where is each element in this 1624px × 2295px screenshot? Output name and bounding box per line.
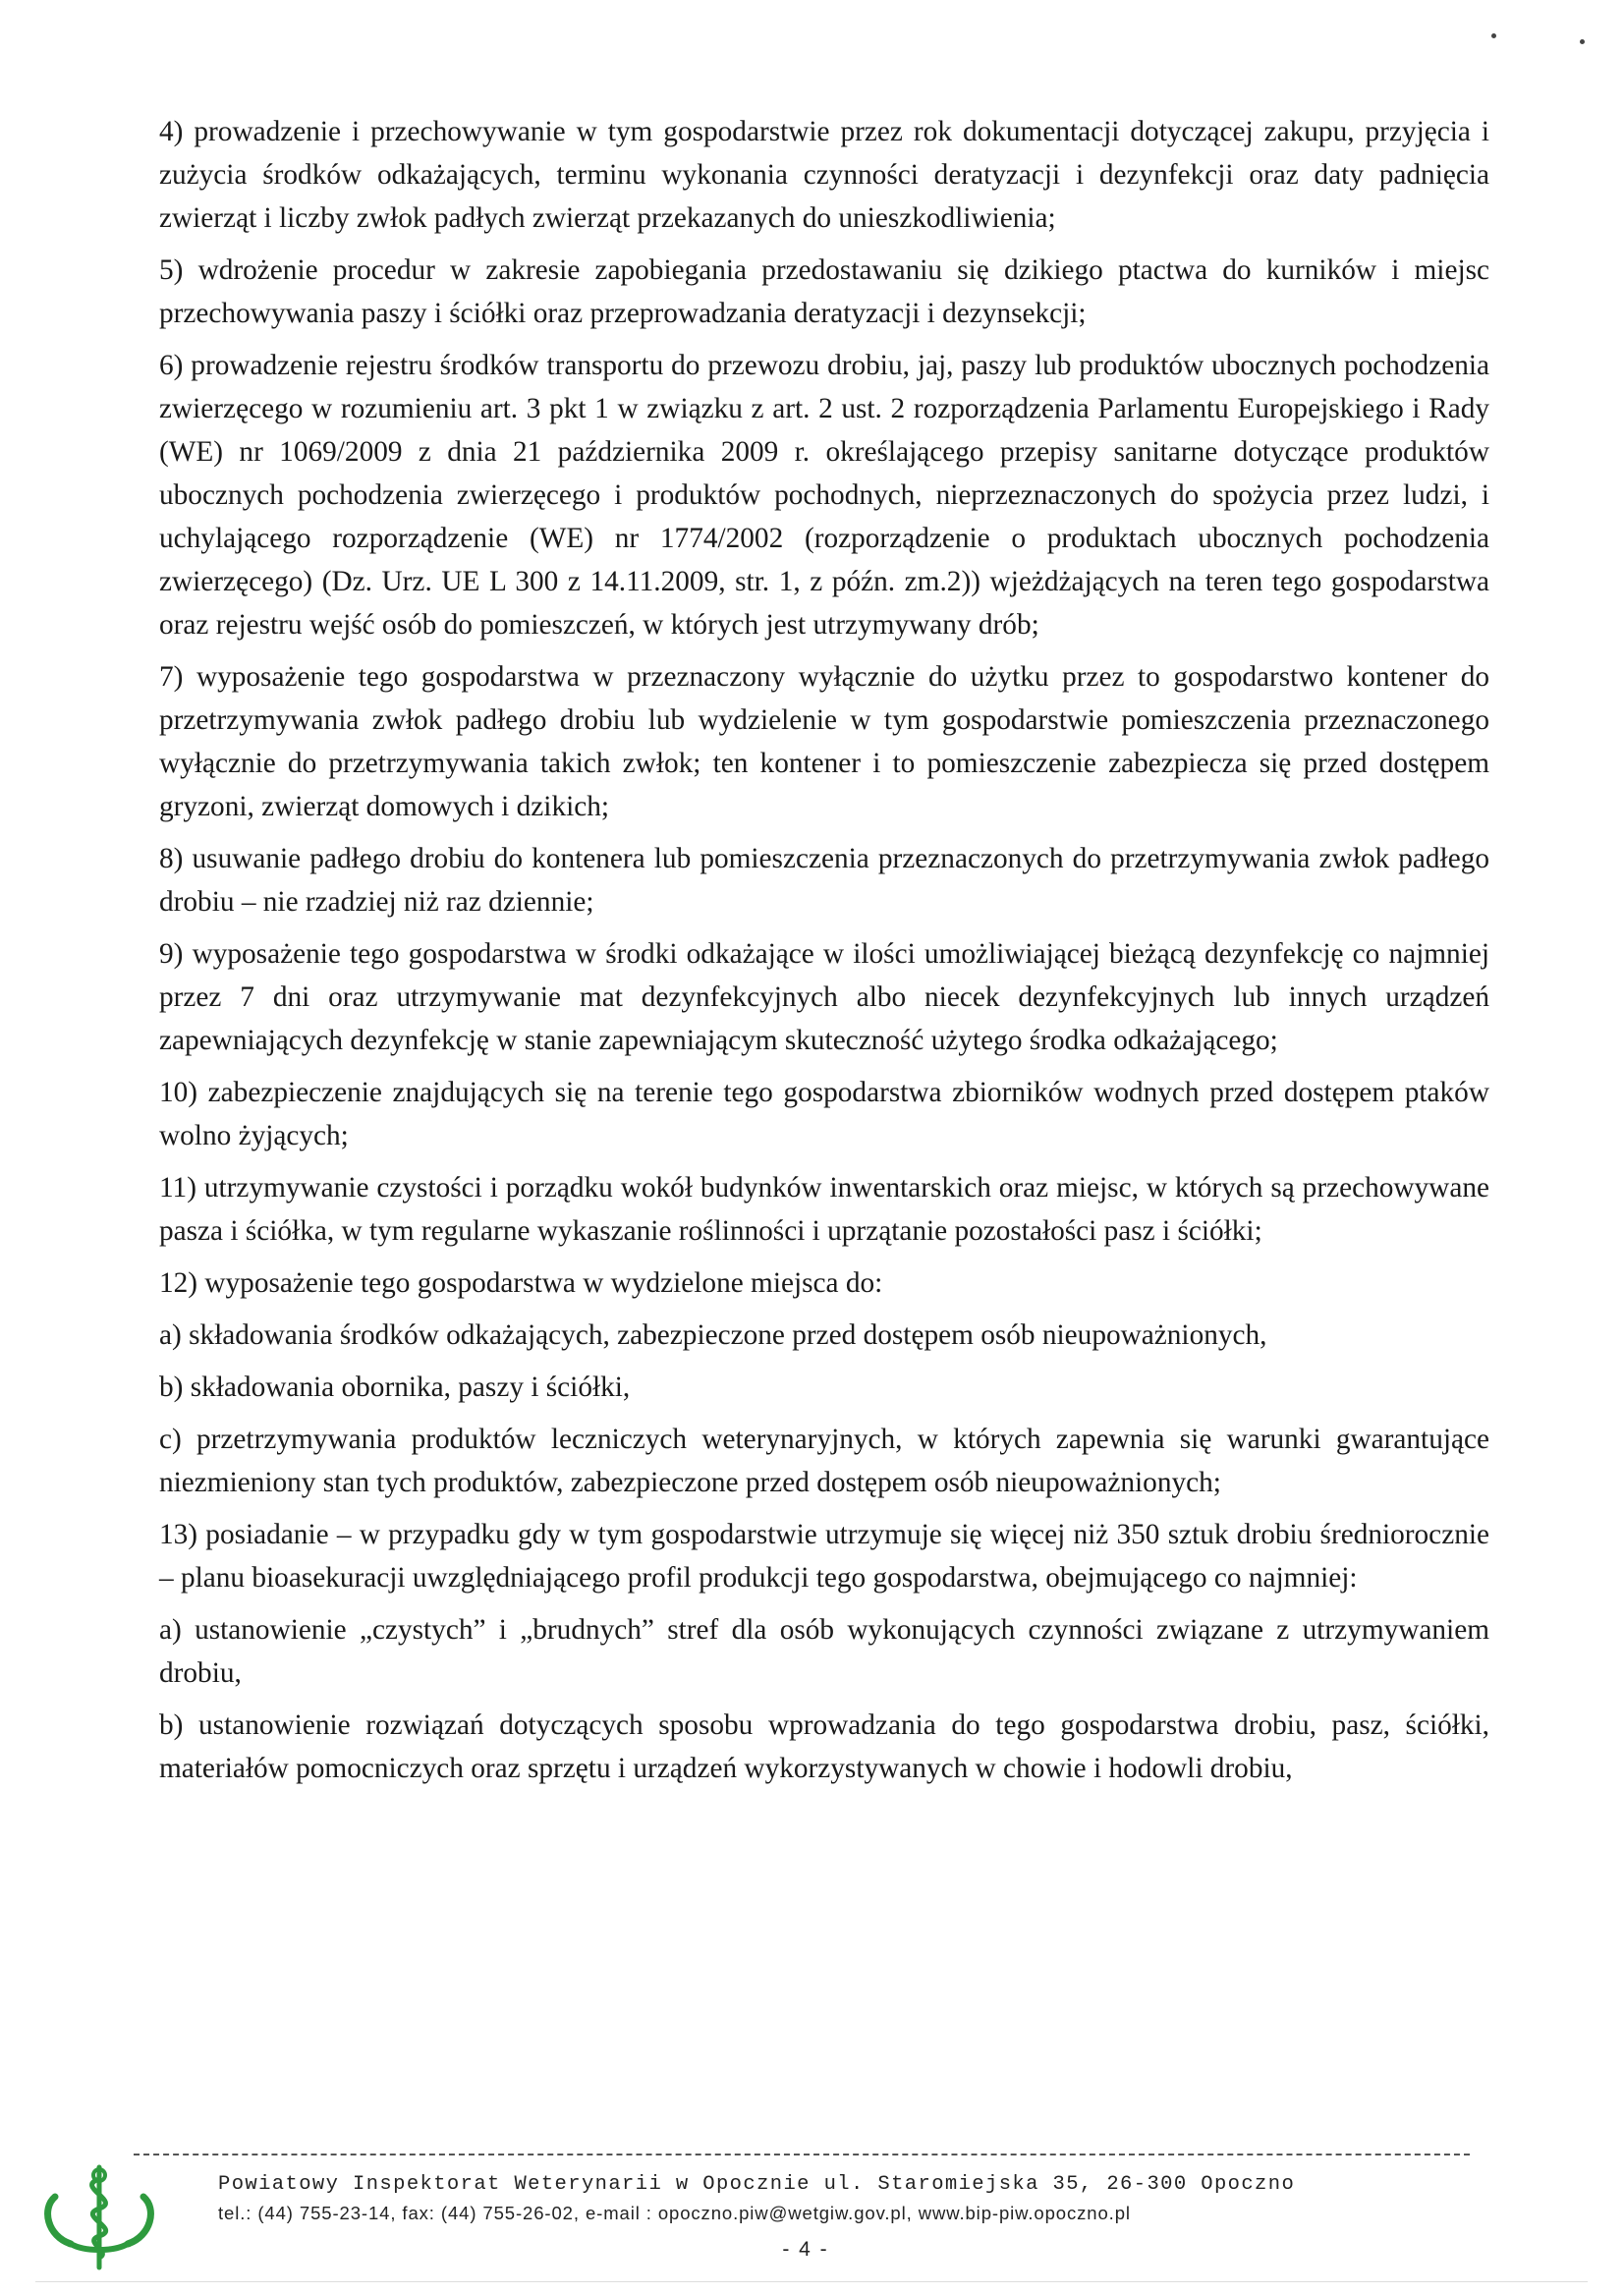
paragraph-9: 9) wyposażenie tego gospodarstwa w środki odkażające w ilości umożliwiającej bieżącą dezynfekcję co najmniej przez 7 dni oraz utrzymywanie mat dezynfekcyjnych albo niecek dezynfekcyjnych lub innych urządzeń zapewniających dezynfekcję w stanie zapewniającym skuteczność użytego środka odkażającego;	[159, 938, 1489, 1056]
paragraph-13: 13) posiadanie – w przypadku gdy w tym gospodarstwie utrzymuje się więcej niż 350 sztuk drobiu średniorocznie – planu bioasekuracji uwzględniającego profil produkcji tego gospodarstwa, obejmującego co najmniej:	[159, 1519, 1489, 1594]
footer-address: Powiatowy Inspektorat Weterynarii w Opocznie ul. Staromiejska 35, 26-300 Opoczno	[218, 2173, 1296, 2196]
paragraph-12c: c) przetrzymywania produktów leczniczych weterynaryjnych, w których zapewnia się warunki gwarantujące niezmieniony stan tych produktów, zabezpieczone przed dostępem osób nieupoważnionych;	[159, 1424, 1489, 1498]
paragraph-8: 8) usuwanie padłego drobiu do kontenera lub pomieszczenia przeznaczonych do przetrzymywania zwłok padłego drobiu – nie rzadziej niż raz dziennie;	[159, 843, 1489, 918]
page-number: - 4 -	[782, 2238, 829, 2261]
bottom-edge-line	[35, 2281, 1588, 2282]
paragraph-12: 12) wyposażenie tego gospodarstwa w wydzielone miejsca do:	[159, 1267, 883, 1299]
paragraph-13b: b) ustanowienie rozwiązań dotyczących sposobu wprowadzania do tego gospodarstwa drobiu, pasz, ściółki, materiałów pomocniczych oraz sprzętu i urządzeń wykorzystywanych w chowie i hodowli drobiu,	[159, 1709, 1489, 1784]
document-body	[159, 110, 1489, 1799]
paragraph-7: 7) wyposażenie tego gospodarstwa w przeznaczony wyłącznie do użytku przez to gospodarstwo kontener do przetrzymywania zwłok padłego drobiu lub wydzielenie w tym gospodarstwie pomieszczenia przeznaczonego wyłącznie do przetrzymywania takich zwłok; ten kontener i to pomieszczenie zabezpiecza się przed dostępem gryzoni, zwierząt domowych i dzikich;	[159, 661, 1489, 822]
footer-divider	[134, 2154, 1470, 2155]
paragraph-10: 10) zabezpieczenie znajdujących się na terenie tego gospodarstwa zbiorników wodnych przed dostępem ptaków wolno żyjących;	[159, 1077, 1489, 1151]
paragraph-4: 4) prowadzenie i przechowywanie w tym gospodarstwie przez rok dokumentacji dotyczącej zakupu, przyjęcia i zużycia środków odkażających, terminu wykonania czynności deratyzacji i dezynfekcji oraz daty padnięcia zwierząt i liczby zwłok padłych zwierząt przekazanych do unieszkodliwienia;	[159, 116, 1489, 234]
scan-speck	[1491, 33, 1496, 38]
footer-contact: tel.: (44) 755-23-14, fax: (44) 755-26-02, e-mail : opoczno.piw@wetgiw.gov.pl, www.bip-piw.opoczno.pl	[218, 2203, 1131, 2223]
paragraph-12b: b) składowania obornika, paszy i ściółki,	[159, 1371, 631, 1403]
paragraph-13a: a) ustanowienie „czystych” i „brudnych” stref dla osób wykonujących czynności związane z utrzymywaniem drobiu,	[159, 1614, 1489, 1689]
scan-speck	[1580, 39, 1585, 44]
paragraph-12a: a) składowania środków odkażających, zabezpieczone przed dostępem osób nieupoważnionych,	[159, 1319, 1267, 1351]
paragraph-5: 5) wdrożenie procedur w zakresie zapobiegania przedostawaniu się dzikiego ptactwa do kurników i miejsc przechowywania paszy i ściółki oraz przeprowadzania deratyzacji i dezynsekcji;	[159, 254, 1489, 329]
paragraph-11: 11) utrzymywanie czystości i porządku wokół budynków inwentarskich oraz miejsc, w których są przechowywane pasza i ściółka, w tym regularne wykaszanie roślinności i uprzątanie pozostałości pasz i ściółki;	[159, 1172, 1489, 1247]
paragraph-6: 6) prowadzenie rejestru środków transportu do przewozu drobiu, jaj, paszy lub produktów ubocznych pochodzenia zwierzęcego w rozumieniu art. 3 pkt 1 w związku z art. 2 ust. 2 rozporządzenia Parlamentu Europejskiego i Rady (WE) nr 1069/2009 z dnia 21 października 2009 r. określającego przepisy sanitarne dotyczące produktów ubocznych pochodzenia zwierzęcego i produktów pochodnych, nieprzeznaczonych do spożycia przez ludzi, i uchylającego rozporządzenie (WE) nr 1774/2002 (rozporządzenie o produktach ubocznych pochodzenia zwierzęcego) (Dz. Urz. UE L 300 z 14.11.2009, str. 1, z późn. zm.2)) wjeżdżających na teren tego gospodarstwa oraz rejestru wejść osób do pomieszczeń, w których jest utrzymywany drób;	[159, 350, 1489, 641]
veterinary-logo-icon	[35, 2157, 163, 2271]
